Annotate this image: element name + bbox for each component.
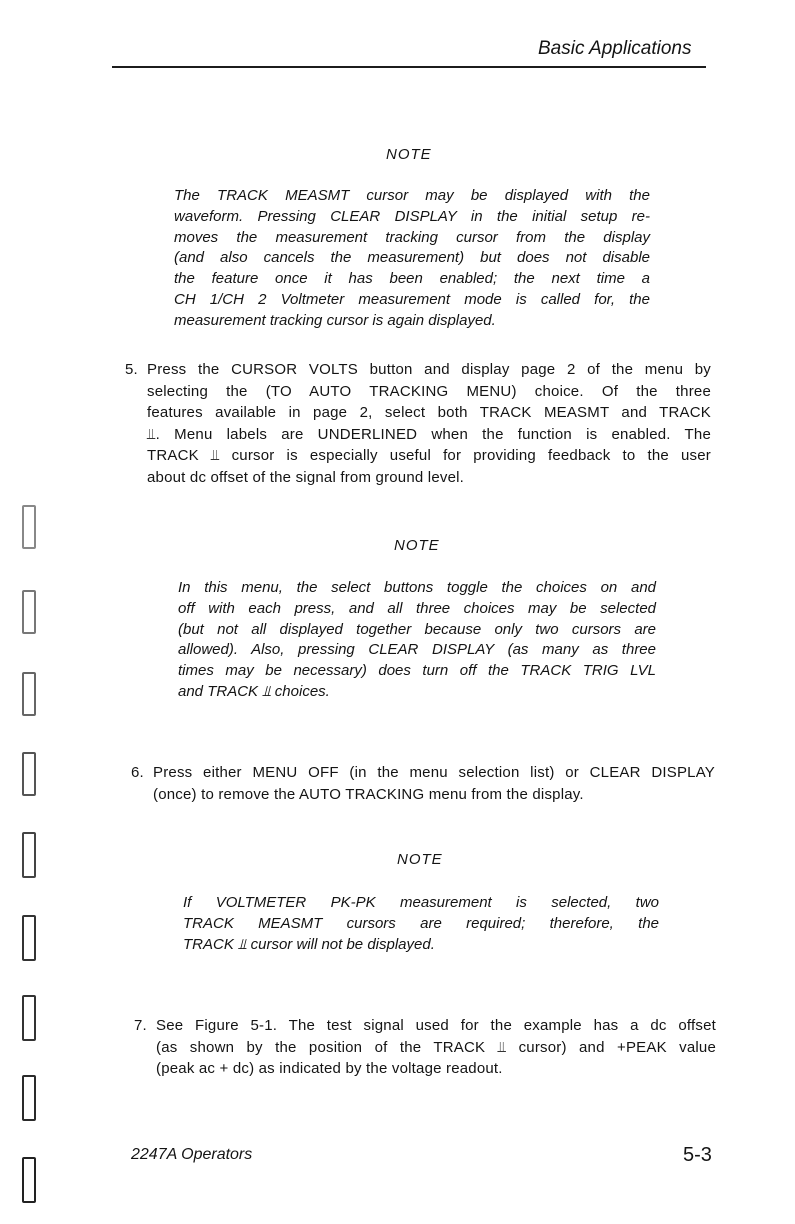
binding-tab — [22, 995, 36, 1041]
note-line: (but not all displayed together because only two cursors are — [178, 620, 656, 638]
note-line: If VOLTMETER PK-PK measurement is selected, two — [183, 894, 659, 911]
note-line: CH 1/CH 2 Voltmeter measurement mode is called for, the — [174, 290, 650, 308]
step-line: (peak ac + dc) as indicated by the voltage readout. — [156, 1060, 503, 1077]
binding-tab — [22, 672, 36, 716]
header-rule — [112, 66, 706, 68]
page-number: 5-3 — [683, 1144, 712, 1166]
step-number: 5. — [125, 361, 138, 378]
note-block — [183, 893, 659, 955]
note-line: moves the measurement tracking cursor from the display — [174, 228, 650, 246]
footer-manual-title: 2247A Operators — [131, 1146, 253, 1163]
binding-tab — [22, 505, 36, 549]
note-title: NOTE — [394, 537, 440, 554]
note-line: measurement tracking cursor is again displayed. — [174, 311, 496, 329]
note-line: (and also cancels the measurement) but does not disable — [174, 249, 650, 267]
page-binding-edge — [0, 0, 60, 1224]
step-7 — [134, 1015, 716, 1080]
note-title: NOTE — [397, 851, 443, 868]
step-line: See Figure 5-1. The test signal used for the example has a dc offset — [156, 1017, 716, 1034]
note-line: TRACK ⫫ cursor will not be displayed. — [183, 935, 435, 953]
note-line: In this menu, the select buttons toggle the choices on and — [178, 579, 656, 596]
step-line: about dc offset of the signal from ground level. — [147, 468, 465, 486]
step-line: Press the CURSOR VOLTS button and display page 2 of the menu by — [147, 361, 711, 378]
step-line: selecting the (TO AUTO TRACKING MENU) choice. Of the three — [147, 382, 711, 400]
note-block — [178, 578, 656, 703]
note-title: NOTE — [386, 146, 432, 163]
note-line: the feature once it has been enabled; the next time a — [174, 270, 650, 288]
step-5 — [125, 359, 711, 488]
note-line: TRACK MEASMT cursors are required; therefore, the — [183, 914, 659, 932]
binding-tab — [22, 752, 36, 796]
step-line: ⫫. Menu labels are UNDERLINED when the function is enabled. The — [147, 425, 711, 443]
page-header-title: Basic Applications — [538, 38, 692, 59]
step-number: 7. — [134, 1017, 147, 1034]
binding-tab — [22, 1075, 36, 1121]
binding-tab — [22, 590, 36, 634]
step-line: TRACK ⫫ cursor is especially useful for providing feedback to the user — [147, 447, 711, 464]
note-line: The TRACK MEASMT cursor may be displayed with the — [174, 187, 650, 204]
step-number: 6. — [131, 764, 144, 781]
note-line: allowed). Also, pressing CLEAR DISPLAY (as many as three — [178, 641, 656, 659]
step-line: Press either MENU OFF (in the menu selection list) or CLEAR DISPLAY — [153, 764, 715, 781]
step-6 — [131, 762, 715, 805]
binding-tab — [22, 832, 36, 878]
note-line: and TRACK ⫫ choices. — [178, 682, 330, 700]
step-line: (once) to remove the AUTO TRACKING menu from the display. — [153, 785, 584, 803]
binding-tab — [22, 1157, 36, 1203]
note-line: waveform. Pressing CLEAR DISPLAY in the initial setup re- — [174, 207, 650, 225]
note-line: times may be necessary) does turn off the TRACK TRIG LVL — [178, 662, 656, 680]
step-line: features available in page 2, select both TRACK MEASMT and TRACK — [147, 404, 711, 421]
note-block — [174, 186, 650, 332]
note-line: off with each press, and all three choices may be selected — [178, 599, 656, 617]
binding-tab — [22, 915, 36, 961]
step-line: (as shown by the position of the TRACK ⫫ cursor) and +PEAK value — [156, 1038, 716, 1056]
